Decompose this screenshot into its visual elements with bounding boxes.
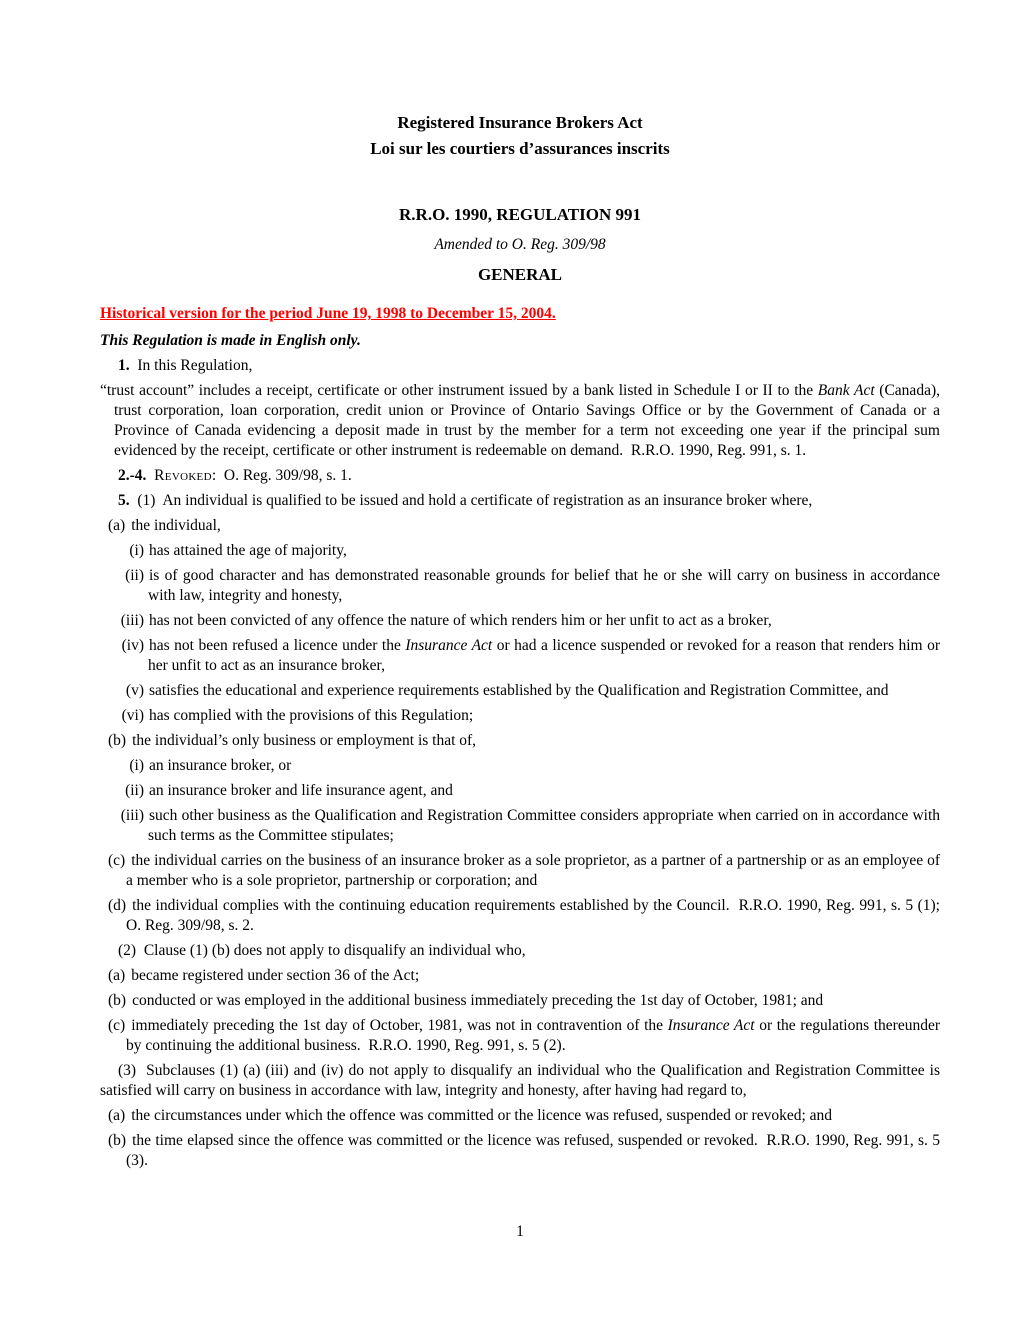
document-content <box>100 0 940 1171</box>
subclause-text: or had a licence suspended or revoked for a reason that renders him or her unfit to act as an insurance broker, <box>148 637 941 674</box>
section-number: 5. <box>118 492 138 509</box>
act-title-english: Registered Insurance Brokers Act <box>397 113 643 132</box>
clause-5-1-d <box>108 896 940 936</box>
clause-5-1-c <box>108 851 940 891</box>
cited-act-name: Insurance Act <box>667 1017 755 1034</box>
subclause-text: has not been refused a licence under the <box>149 637 406 654</box>
section-number: 1. <box>118 357 138 374</box>
section-text: (1) An individual is qualified to be issued and hold a certificate of registration as an insurance broker where, <box>137 492 813 509</box>
clause-5-3-b <box>108 1131 940 1171</box>
cited-act-name: Insurance Act <box>405 637 493 654</box>
subclause-label: (iv) <box>121 637 144 654</box>
clause-text: the time elapsed since the offence was committed or the licence was refused, suspended or revoked. R.R.O. 1990, Reg. 991, s. 5 (3). <box>126 1132 940 1169</box>
historical-version-note: Historical version for the period June 19, 1998 to December 15, 2004. <box>100 305 556 322</box>
clause-label: (a) <box>108 517 126 534</box>
subclause-label: (i) <box>129 542 144 559</box>
section-number: 2.-4. <box>118 467 155 484</box>
section-5-3-paragraph <box>100 1061 940 1101</box>
section-5-2-paragraph <box>100 941 940 961</box>
page-number: 1 <box>516 1223 524 1240</box>
subclause-label: (v) <box>125 682 144 699</box>
subclause-text: has not been convicted of any offence the nature of which renders him or her unfit to act as a broker, <box>149 612 772 629</box>
section-5-1-paragraph <box>100 491 940 511</box>
clause-text: immediately preceding the 1st day of October, 1981, was not in contravention of the <box>131 1017 668 1034</box>
subclause-label: (ii) <box>125 782 144 799</box>
section-text: In this Regulation, <box>137 357 253 374</box>
title-block <box>100 0 940 162</box>
clause-5-2-c <box>108 1016 940 1056</box>
cited-act-name: Bank Act <box>817 382 875 399</box>
clause-5-1-a <box>108 516 940 536</box>
subclause-label: (iii) <box>120 612 144 629</box>
subclause-text: has attained the age of majority, <box>149 542 347 559</box>
clause-label: (a) <box>108 1107 126 1124</box>
clause-5-3-a <box>108 1106 940 1126</box>
subclause-5-1-a-v <box>125 681 940 701</box>
subclause-5-1-a-vi <box>121 706 940 726</box>
clause-5-1-b <box>108 731 940 751</box>
clause-5-2-b <box>108 991 940 1011</box>
subclause-label: (vi) <box>121 707 144 724</box>
clause-text: the individual complies with the continuing education requirements established by the Council. R.R.O. 1990, Reg. 991, s. 5 (1); O. Reg. 309/98, s. 2. <box>126 897 940 934</box>
sections-2-4-revoked <box>100 466 940 486</box>
clause-text: became registered under section 36 of the Act; <box>131 967 420 984</box>
clause-5-2-a <box>108 966 940 986</box>
subclause-5-1-b-iii <box>120 806 940 846</box>
clause-text: the individual’s only business or employment is that of, <box>132 732 477 749</box>
section-text: (2) Clause (1) (b) does not apply to disqualify an individual who, <box>118 942 526 959</box>
clause-label: (b) <box>108 732 127 749</box>
clause-text: the individual, <box>131 517 221 534</box>
subclause-text: has complied with the provisions of this Regulation; <box>149 707 474 724</box>
subclause-5-1-b-i <box>129 756 940 776</box>
general-heading: GENERAL <box>477 265 563 284</box>
subclause-label: (iii) <box>120 807 144 824</box>
revoked-label: Revoked <box>154 467 212 484</box>
amended-note: Amended to O. Reg. 309/98 <box>434 236 606 253</box>
subclause-text: such other business as the Qualification and Registration Committee considers appropriate when carried on in accordance with such terms as the Committee stipulates; <box>148 807 940 844</box>
clause-label: (d) <box>108 897 127 914</box>
clause-label: (c) <box>108 1017 126 1034</box>
subclause-text: an insurance broker, or <box>149 757 292 774</box>
clause-text: the circumstances under which the offence was committed or the licence was refused, suspended or revoked; and <box>131 1107 833 1124</box>
subclause-5-1-a-ii <box>125 566 940 606</box>
language-note: This Regulation is made in English only. <box>100 332 361 349</box>
subclause-5-1-a-i <box>129 541 940 561</box>
clause-text: conducted or was employed in the additional business immediately preceding the 1st day of October, 1981; and <box>132 992 824 1009</box>
subclause-text: an insurance broker and life insurance agent, and <box>149 782 453 799</box>
subclause-text: satisfies the educational and experience requirements established by the Qualification and Registration Committee, and <box>149 682 889 699</box>
regulation-heading: R.R.O. 1990, REGULATION 991 <box>399 205 641 224</box>
definition-text: (Canada), trust corporation, loan corporation, credit union or Province of Ontario Savings Office or by the Government of Canada or a Province of Canada evidencing a deposit made in trust by the member for a term not exceeding one year if the principal sum evidenced by the receipt, certificate or other instrument is redeemable on demand. R.R.O. 1990, Reg. 991, s. 1. <box>114 382 940 459</box>
subclause-5-1-a-iv <box>121 636 941 676</box>
subclause-5-1-b-ii <box>125 781 940 801</box>
clause-label: (a) <box>108 967 126 984</box>
definition-trust-account <box>100 381 940 461</box>
clause-text: or the regulations thereunder by continuing the additional business. R.R.O. 1990, Reg. 991, s. 5 (2). <box>126 1017 940 1054</box>
clause-text: the individual carries on the business of an insurance broker as a sole proprietor, as a partner of a partnership or as an employee of a member who is a sole proprietor, partnership or corporation; and <box>126 852 940 889</box>
act-title-french: Loi sur les courtiers d’assurances inscrits <box>370 139 670 158</box>
clause-label: (b) <box>108 1132 127 1149</box>
section-text: : O. Reg. 309/98, s. 1. <box>211 467 352 484</box>
subclause-label: (ii) <box>125 567 144 584</box>
subclause-label: (i) <box>129 757 144 774</box>
section-text: (3) Subclauses (1) (a) (iii) and (iv) do not apply to disqualify an individual who the Qualification and Registration Committee is satisfied will carry on business in accordance with law, integrity and honesty, after having had regard to, <box>100 1062 940 1099</box>
clause-label: (b) <box>108 992 127 1009</box>
definition-text: “trust account” includes a receipt, certificate or other instrument issued by a bank listed in Schedule I or II to the <box>100 382 818 399</box>
clause-label: (c) <box>108 852 126 869</box>
section-1-paragraph <box>100 356 940 376</box>
subclause-text: is of good character and has demonstrated reasonable grounds for belief that he or she will carry on business in accordance with law, integrity and honesty, <box>148 567 940 604</box>
subclause-5-1-a-iii <box>120 611 940 631</box>
